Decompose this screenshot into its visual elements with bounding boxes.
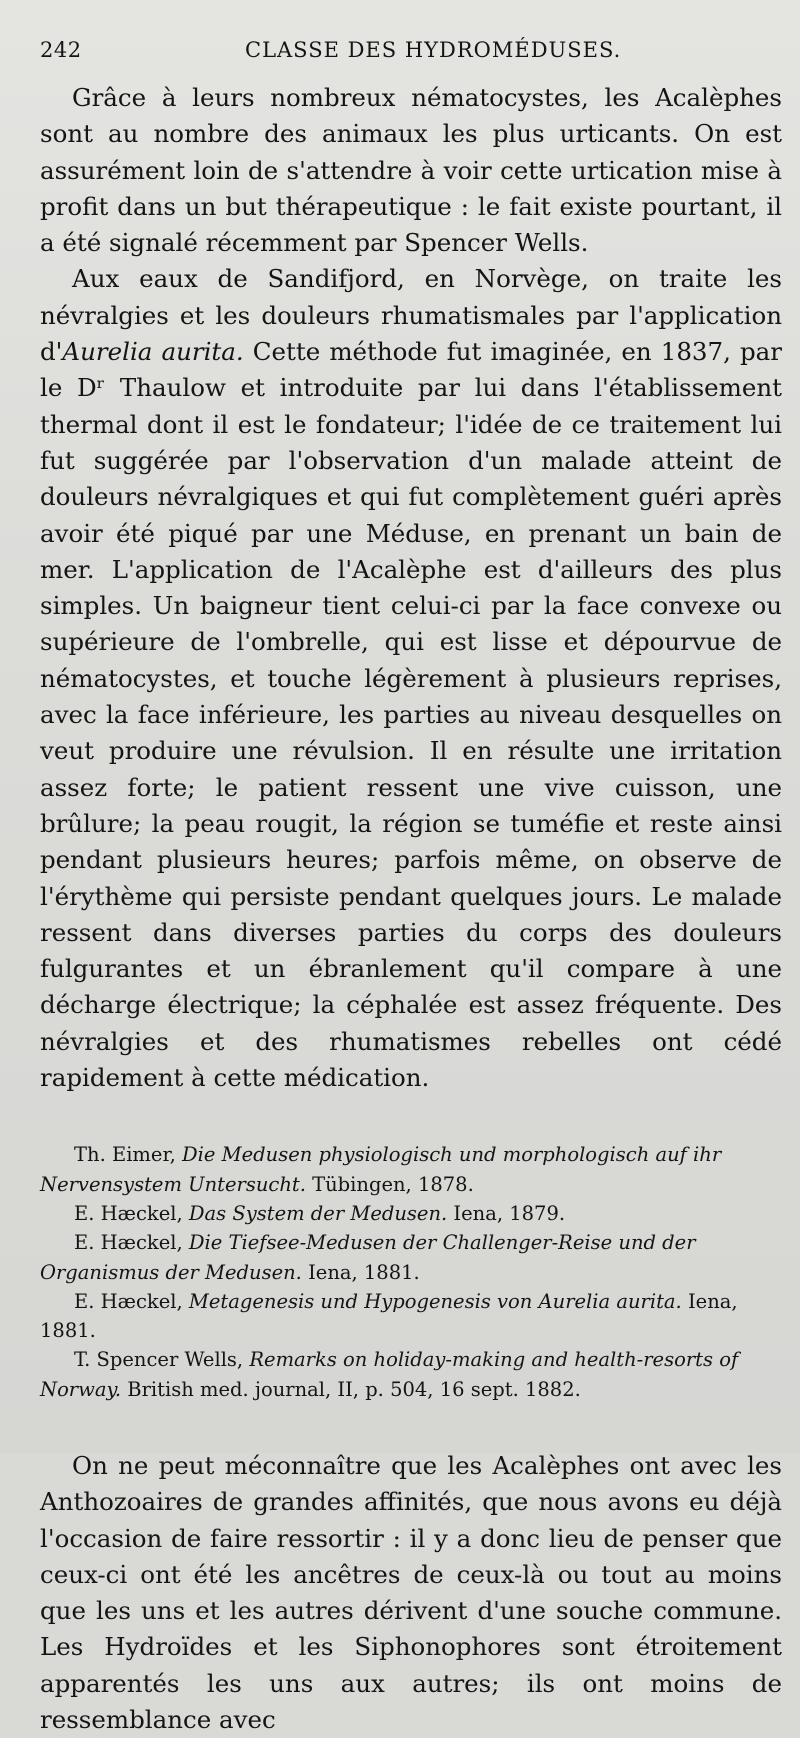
reference-item [40,1345,782,1404]
reference-rest: Iena, 1879. [447,1201,566,1225]
paragraph-2-text-a: Aux eaux de Sandifjord, en Norvège, on traite les névralgies et les douleurs rhumatismales par l'application d' [40,264,782,367]
reference-item [40,1287,782,1346]
references [40,1140,782,1404]
reference-author: T. Spencer Wells, [74,1348,250,1372]
reference-title: Die Tiefsee-Medusen der Challenger-Reise und der Organismus der Medusen. [40,1231,696,1284]
reference-author: Th. Eimer, [74,1143,183,1167]
reference-title: Remarks on holiday-making and health-resorts of Norway. [40,1348,739,1401]
reference-title: Metagenesis und Hypogenesis von Aurelia aurita. [188,1289,682,1313]
reference-item [40,1199,782,1228]
running-title: CLASSE DES HYDROMÉDUSES. [245,38,622,62]
reference-author: E. Hæckel, [74,1231,189,1255]
paragraph-1-text: Grâce à leurs nombreux nématocystes, les Acalèphes sont au nombre des animaux les plus urticants. On est assurément loin de s'attendre à voir cette urtication mise à profit dans un but thérapeutique : le fait existe pourtant, il a été signalé récemment par Spencer Wells. [40,83,782,258]
reference-title: Die Medusen physiologisch und morphologisch auf ihr Nervensystem Untersucht. [40,1143,722,1196]
paragraph-2-text-c: Cette méthode fut imaginée, en 1837, par le Dʳ Thaulow et introduite par lui dans l'établissement thermal dont il est le fondateur; l'idée de ce traitement lui fut suggérée par l'observation d'un malade atteint de douleurs névralgiques et qui fut complètement guéri après avoir été piqué par une Méduse, en prenant un bain de mer. L'application de l'Acalèphe est d'ailleurs des plus simples. Un baigneur tient celui-ci par la face convexe ou supérieure de l'ombrelle, qui est lisse et dépourvue de nématocystes, et touche légèrement à plusieurs reprises, avec la face inférieure, les parties au niveau desquelles on veut produire une révulsion. Il en résulte une irritation assez forte; le patient ressent une vive cuisson, une brûlure; la peau rougit, la région se tuméfie et reste ainsi pendant plusieurs heures; parfois même, on observe de l'érythème qui persiste pendant quelques jours. Le malade ressent dans diverses parties du corps des douleurs fulgurantes et un ébranlement qu'il compare à une décharge électrique; la céphalée est assez fréquente. Des névralgies et des rhumatismes rebelles ont cédé rapidement à cette médication. [40,337,782,1093]
reference-rest: British med. journal, II, p. 504, 16 sept. 1882. [121,1377,581,1401]
reference-author: E. Hæckel, [74,1289,189,1313]
reference-author: E. Hæckel, [74,1201,189,1225]
reference-rest: Iena, 1881. [301,1260,420,1284]
reference-rest: Tübingen, 1878. [305,1172,474,1196]
paragraph-3 [40,1448,782,1738]
paragraph-3-text: On ne peut méconnaître que les Acalèphes ont avec les Anthozoaires de grandes affinités, que nous avons eu déjà l'occasion de faire ressortir : il y a donc lieu de penser que ceux-ci ont été les ancêtres de ceux-là ou tout au moins que les uns et les autres dérivent d'une souche commune. Les Hydroïdes et les Siphonophores sont étroitement apparentés les uns aux autres; ils ont moins de ressemblance avec [40,1450,782,1735]
paragraph-2-species: Aurelia aurita. [62,337,244,367]
reference-title: Das System der Medusen. [188,1201,448,1225]
reference-item [40,1140,782,1199]
reference-item [40,1228,782,1287]
paragraph-1 [40,80,782,261]
paragraph-2 [40,261,782,1096]
page-number: 242 [40,38,82,62]
reference-rest: Iena, 1881. [40,1289,738,1343]
running-head [40,38,782,62]
